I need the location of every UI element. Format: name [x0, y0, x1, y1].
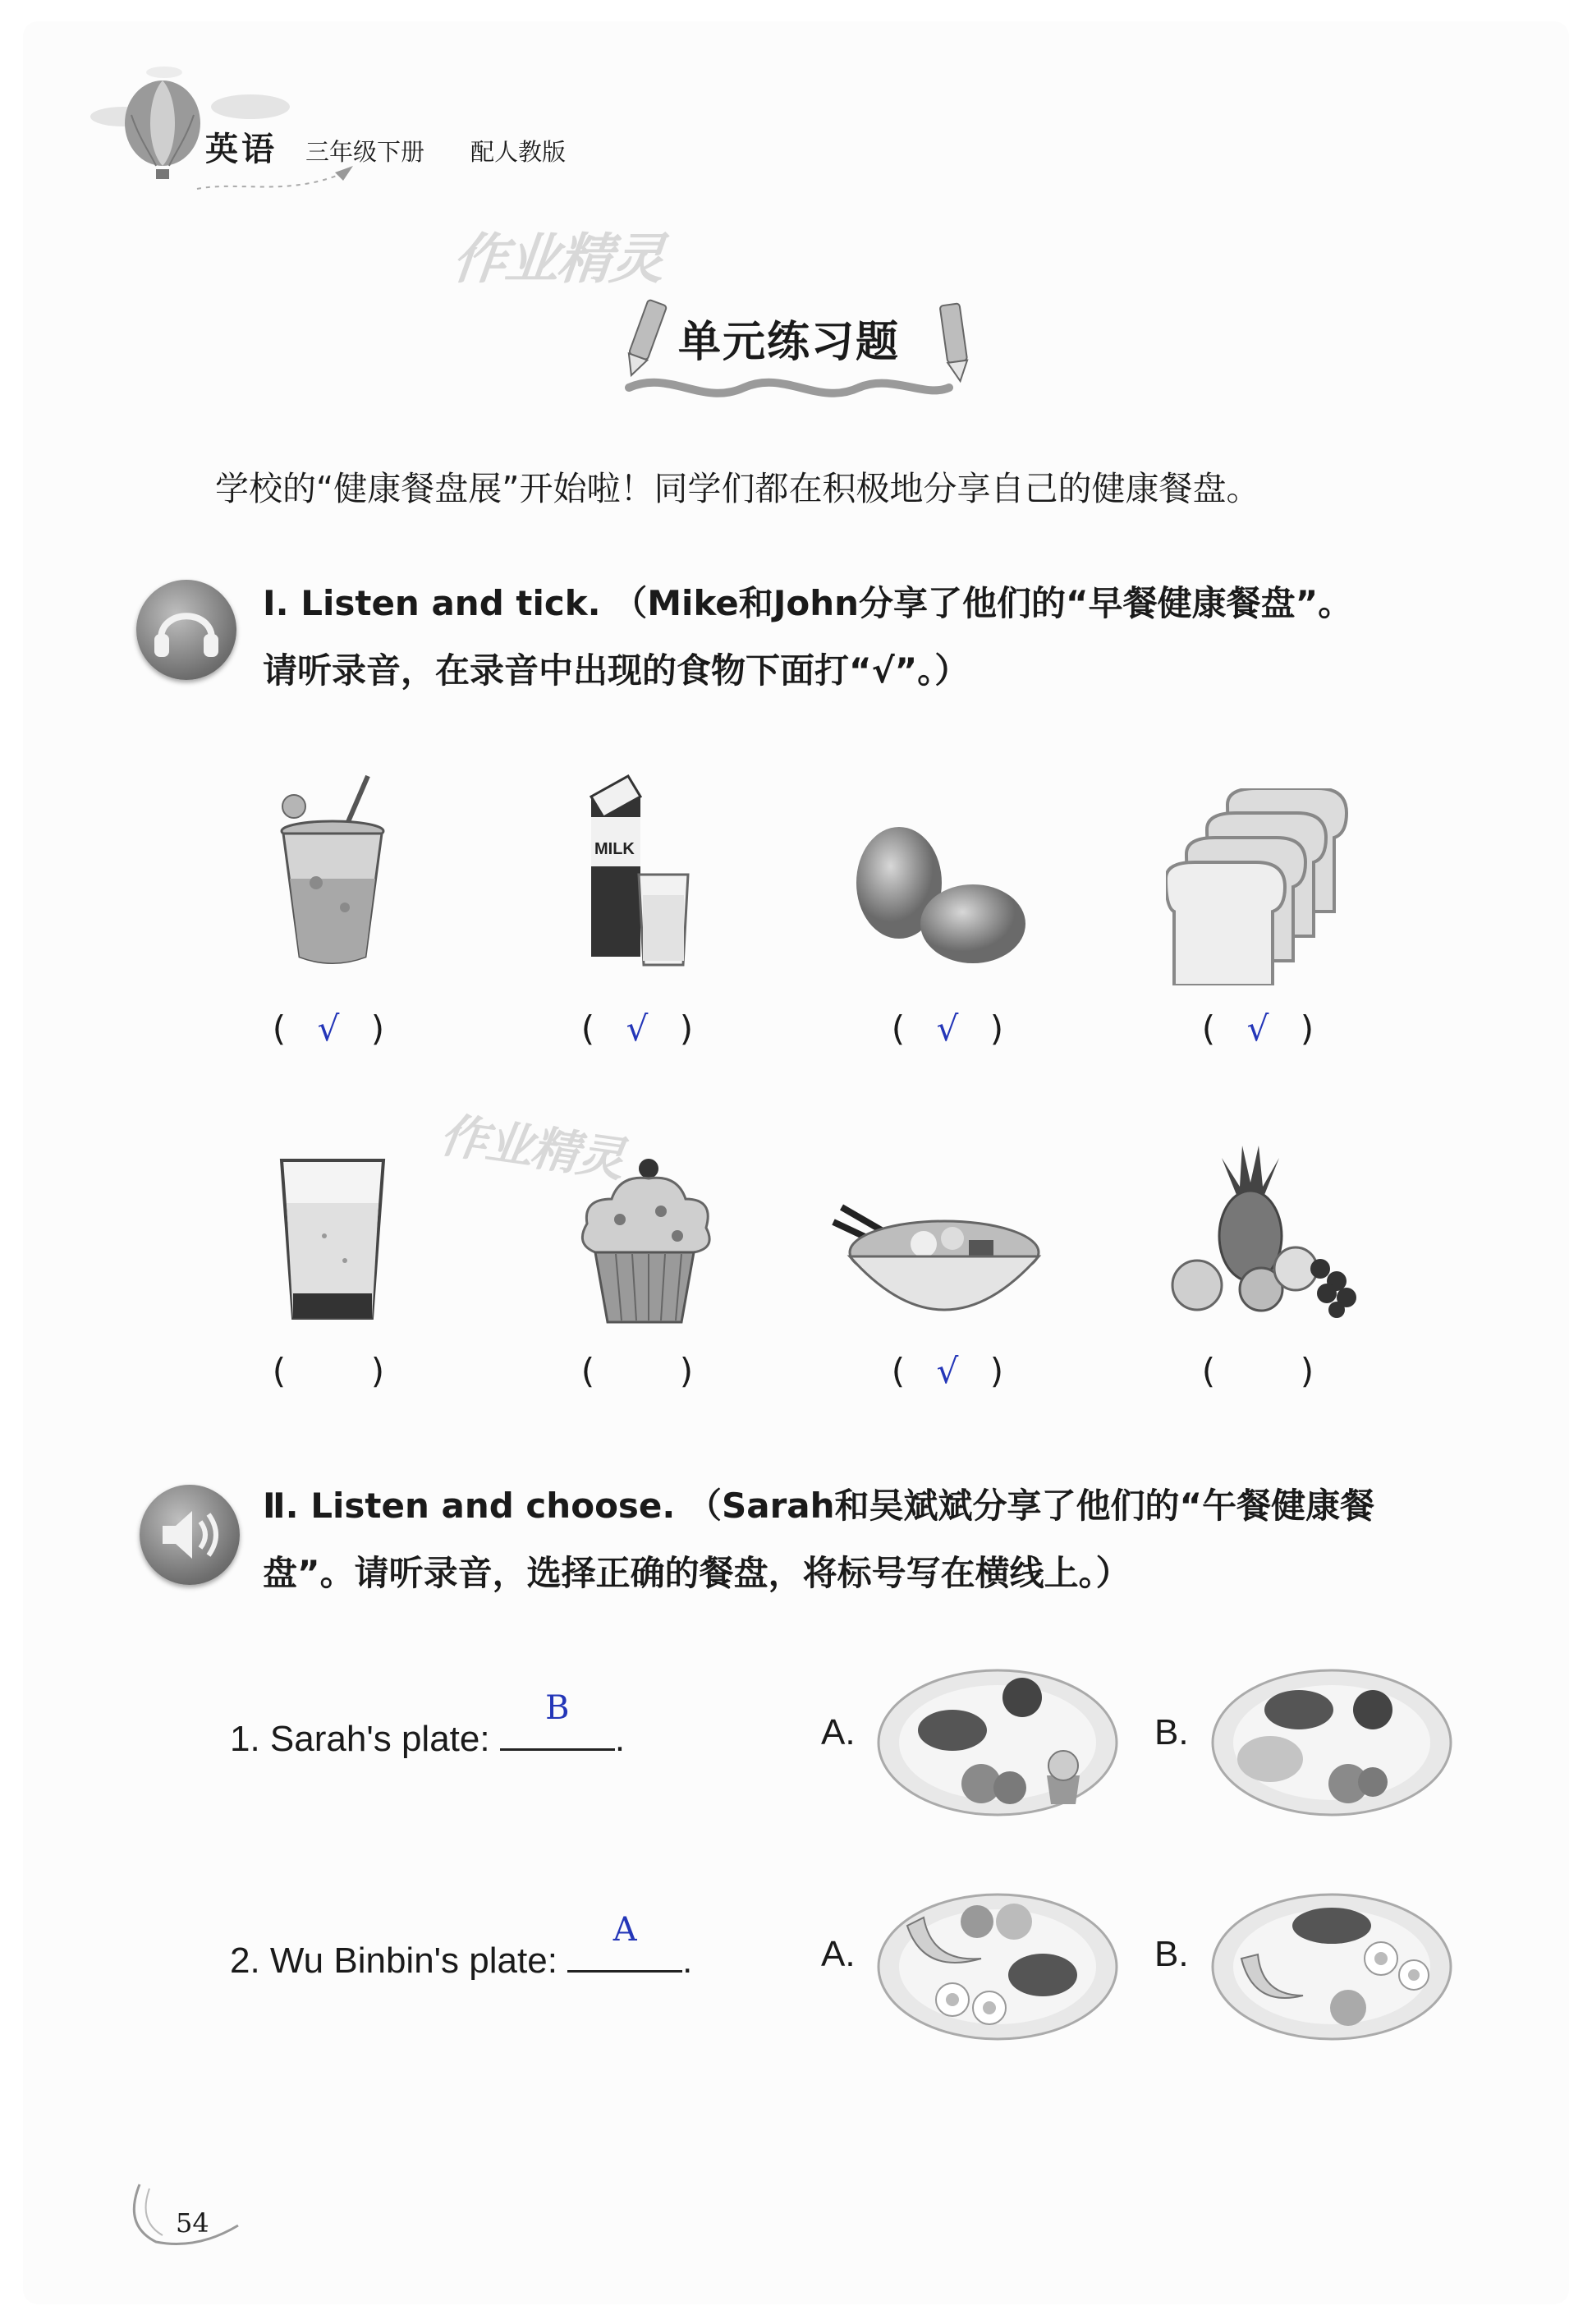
section-2-heading-line2: 盘”。请听录音，选择正确的餐盘，将标号写在横线上。）: [263, 1553, 1131, 1593]
watermark: 作业精灵: [449, 227, 667, 291]
tick-mark: √: [626, 1008, 649, 1049]
answer-fill: B: [545, 1689, 570, 1727]
answer-fill: A: [612, 1911, 637, 1949]
option-b-label: B.: [1154, 1712, 1189, 1752]
edition-label: 配人教版: [470, 138, 567, 166]
noodles-bowl-image: [829, 1174, 1043, 1330]
eggs-image: [850, 813, 1039, 977]
option-a-label: A.: [821, 1934, 856, 1974]
plate-a-image[interactable]: [874, 1660, 1121, 1825]
water-glass-image: [275, 1154, 390, 1326]
svg-text:MILK: MILK: [594, 840, 635, 858]
speaker-icon[interactable]: [140, 1485, 240, 1585]
plate-b-image[interactable]: [1209, 1660, 1455, 1825]
answer-bracket[interactable]: ( √ ): [891, 1351, 1004, 1391]
answer-bracket[interactable]: ( ): [1201, 1351, 1314, 1391]
milk-image: [567, 772, 706, 977]
subject-label: 英语: [205, 131, 278, 168]
answer-bracket[interactable]: ( √ ): [891, 1008, 1004, 1049]
answer-bracket[interactable]: ( √ ): [272, 1008, 385, 1049]
question-2: 2. Wu Binbin's plate: A .: [230, 1911, 693, 1981]
headphones-icon[interactable]: [136, 580, 236, 680]
answer-bracket[interactable]: ( ): [580, 1351, 694, 1391]
tick-mark: √: [936, 1351, 959, 1391]
answer-bracket[interactable]: ( √ ): [580, 1008, 694, 1049]
option-b-label: B.: [1154, 1934, 1189, 1974]
section-1-heading-line2: 请听录音，在录音中出现的食物下面打“√”。）: [263, 650, 970, 691]
option-a-label: A.: [821, 1712, 856, 1752]
answer-bracket[interactable]: ( √ ): [1201, 1008, 1314, 1049]
page-number: 54: [176, 2207, 209, 2239]
fruit-image: [1164, 1146, 1361, 1318]
tick-mark: √: [317, 1008, 340, 1049]
question-1-label: 1. Sarah's plate:: [230, 1719, 490, 1759]
section-1-heading: [263, 570, 1470, 705]
grade-label: 三年级下册: [305, 138, 425, 166]
question-1: 1. Sarah's plate: B .: [230, 1689, 626, 1759]
juice-image: [263, 772, 402, 977]
intro-text: 学校的“健康餐盘展”开始啦！同学们都在积极地分享自己的健康餐盘。: [215, 469, 1260, 508]
question-2-label: 2. Wu Binbin's plate:: [230, 1940, 557, 1981]
answer-blank[interactable]: [567, 1911, 682, 1973]
answer-bracket[interactable]: ( ): [272, 1351, 385, 1391]
tick-mark: √: [1246, 1008, 1269, 1049]
section-2-heading-line1: Ⅱ. Listen and choose. （Sarah和吴斌斌分享了他们的“午餐健康餐: [263, 1486, 1375, 1526]
plate-b-image[interactable]: [1209, 1885, 1455, 2049]
watermark: 作业精灵: [436, 1106, 626, 1188]
answer-blank[interactable]: [500, 1689, 615, 1751]
section-2-heading: [263, 1472, 1470, 1607]
page-title: 单元练习题: [678, 318, 901, 367]
tick-mark: √: [936, 1008, 959, 1049]
plate-a-image[interactable]: [874, 1885, 1121, 2049]
section-1-heading-line1: Ⅰ. Listen and tick. （Mike和John分享了他们的“早餐健康餐盘”。: [263, 583, 1353, 623]
bread-image: [1166, 788, 1355, 985]
cupcake-image: [571, 1154, 718, 1334]
